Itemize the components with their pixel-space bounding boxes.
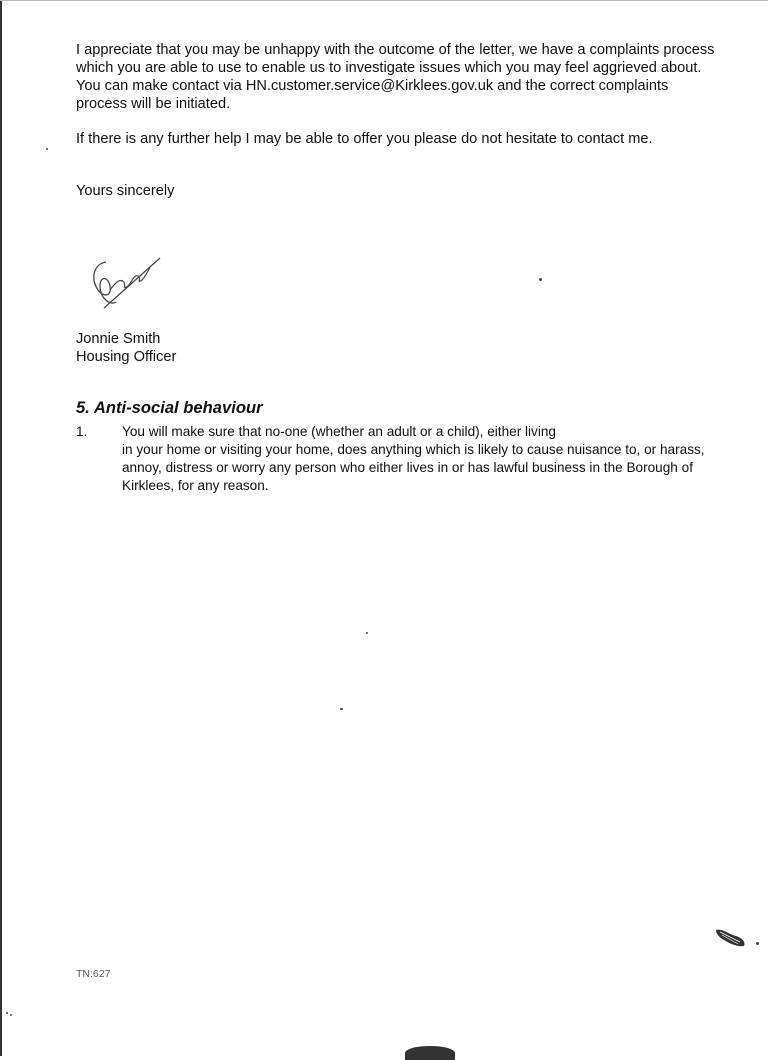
scan-speck [6, 1012, 8, 1014]
scan-top-edge [0, 0, 768, 1]
list-item-number: 1. [76, 424, 88, 439]
handwritten-signature [88, 252, 163, 314]
section-heading: 5. Anti-social behaviour [76, 398, 263, 417]
scan-speck [46, 148, 48, 150]
list-item-continuation: in your home or visiting your home, does anything which is likely to cause nuisance to, or harass, annoy, distress or worry any person who either lives in or has lawful business in the Borough of Kirklees, for any reason. [122, 442, 705, 493]
scan-speck [10, 1014, 12, 1016]
scan-speck [539, 278, 542, 281]
closing-salutation: Yours sincerely [76, 183, 175, 199]
signatory-name: Jonnie Smith [76, 331, 161, 347]
complaints-paragraph: I appreciate that you may be unhappy with the outcome of the letter, we have a complaints process which you are able to use to enable us to investigate issues which you may feel aggrieved about. You can make contact via HN.customer.service@Kirklees.gov.uk and the correct complaints process will be initiated. [76, 42, 715, 112]
ink-blot [714, 926, 748, 948]
scan-smudge [405, 1046, 455, 1060]
scan-speck [366, 632, 368, 634]
scan-left-edge [0, 0, 2, 1056]
document-code: TN:627 [76, 968, 111, 980]
list-item-text [122, 423, 722, 495]
further-help-paragraph: If there is any further help I may be able to offer you please do not hesitate to contact me. [76, 131, 653, 147]
signatory-title: Housing Officer [76, 349, 177, 365]
scan-speck [756, 942, 759, 945]
list-item-first-line: You will make sure that no-one (whether an adult or a child), either living [122, 424, 556, 439]
scan-speck [340, 708, 343, 710]
